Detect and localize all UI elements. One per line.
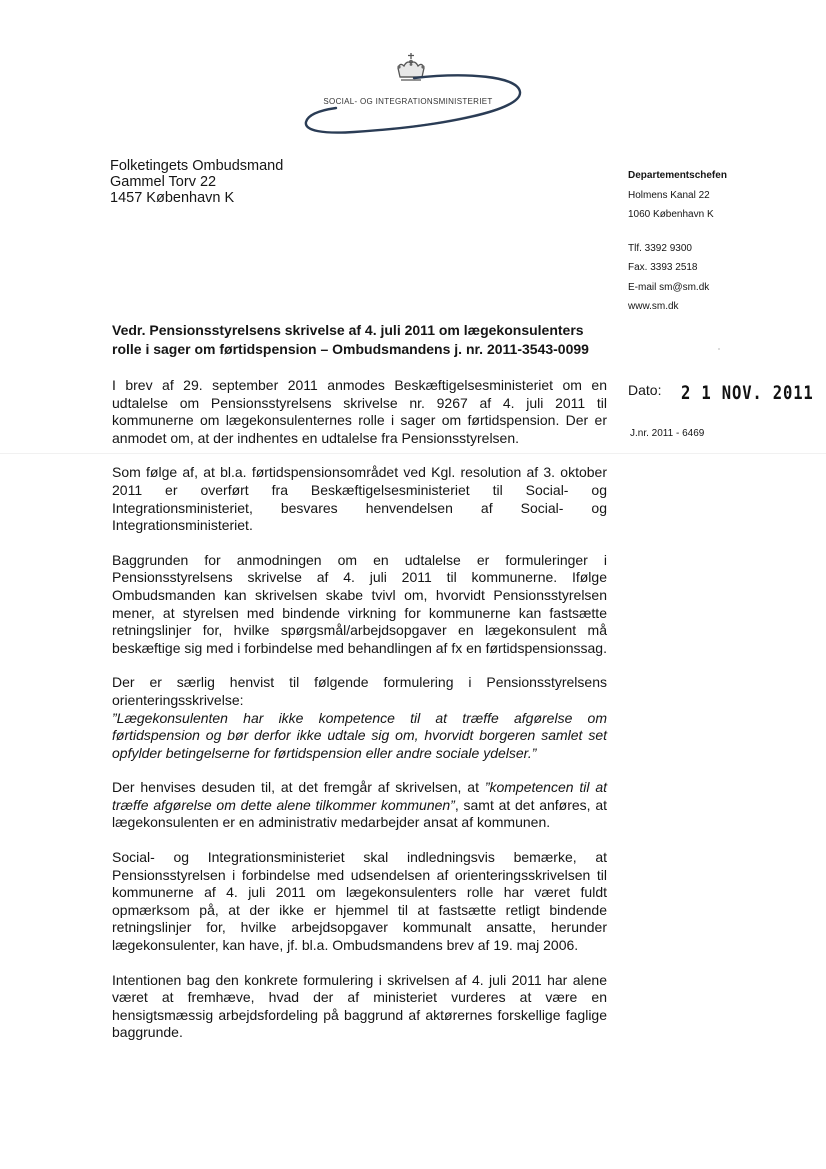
letter-body <box>112 377 607 1059</box>
recipient-city: 1457 København K <box>110 190 235 206</box>
logo-text: SOCIAL- OG INTEGRATIONSMINISTERIET <box>323 97 493 106</box>
ministry-logo <box>296 48 526 144</box>
subject-line-2: rolle i sager om førtidspension – Ombudsmandens j. nr. 2011-3543-0099 <box>112 341 589 357</box>
recipient-address <box>110 158 283 206</box>
sender-street: Holmens Kanal 22 <box>628 189 710 201</box>
sender-city: 1060 København K <box>628 209 714 220</box>
paragraph-5 <box>112 779 607 832</box>
paragraph-4 <box>112 674 607 762</box>
sender-fax: Fax. 3393 2518 <box>628 262 698 273</box>
date-label: Dato: <box>628 382 662 398</box>
subject-line-1: Vedr. Pensionsstyrelsens skrivelse af 4. juli 2011 om lægekonsulenters <box>112 322 584 338</box>
date-stamp: 2 1 NOV. 2011 <box>681 382 814 404</box>
paragraph-7: Intentionen bag den konkrete formulering i skrivelsen af 4. juli 2011 har alene været at fremhæve, hvad der af ministeriet vurderes at være en hensigtsmæssig arbejdsfordeling på baggrund af aktørernes forskellige faglige baggrunde. <box>112 971 607 1041</box>
paragraph-3: Baggrunden for anmodningen om en udtalelse er formuleringer i Pensionsstyrelsens skrivelse af 4. juli 2011 til kommunerne. Ifølge Ombudsmanden kan skrivelsen skabe tvivl om, hvorvidt Pensionsstyrelsen mener, at styrelsen med bindende virkning for kommunerne kan fastsætte retningslinjer for, hvilke spørgsmål/arbejdsopgaver en lægekonsulent må beskæftige sig med i forbindelse med behandlingen af fx en førtidspensionssag. <box>112 551 607 656</box>
sender-department: Departementschefen <box>628 170 727 181</box>
paragraph-5-a: Der henvises desuden til, at det fremgår af skrivelsen, at <box>112 779 485 796</box>
paragraph-6: Social- og Integrationsministeriet skal indledningsvis bemærke, at Pensionsstyrelsen i forbindelse med udsendelsen af orienteringsskrivelsen til kommunerne af 4. juli 2011 om lægekonsulenters rolle har været fuldt opmærksom på, at der ikke er hjemmel til at fastsætte retligt bindende retningslinjer for, hvilke arbejdsopgaver kommunalt ansatte, herunder lægekonsulenter, kan have, jf. bl.a. Ombudsmandens brev af 19. maj 2006. <box>112 849 607 954</box>
logo-graphic <box>296 48 526 144</box>
sender-info <box>628 166 727 317</box>
sender-web: www.sm.dk <box>628 301 679 312</box>
sender-phone: Tlf. 3392 9300 <box>628 242 692 254</box>
paragraph-5-b: , samt at det anføres, at lægekonsulenten er en administrativ medarbejder ansat af kommunen. <box>112 796 607 831</box>
scan-speck <box>718 348 720 350</box>
recipient-name: Folketingets Ombudsmand <box>110 158 284 174</box>
recipient-street: Gammel Torv 22 <box>110 174 217 190</box>
paragraph-4-quote: ”Lægekonsulenten har ikke kompetence til at træffe afgørelse om førtidspension og bør derfor ikke udtale sig om, hvorvidt borgeren samlet set opfylder betingelserne for førtidspension eller andre sociale ydelser.” <box>112 709 607 761</box>
paragraph-2: Som følge af, at bl.a. førtidspensionsområdet ved Kgl. resolution af 3. oktober 2011 er overført fra Beskæftigelsesministeriet til Social- og Integrationsministeriet, besvares henvendelsen af Social- og Integrationsministeriet. <box>112 464 607 534</box>
paragraph-4-lead: Der er særlig henvist til følgende formulering i Pensionsstyrelsens orienteringsskrivelse: <box>112 674 607 708</box>
paragraph-5-quote: ”kompetencen til at træffe afgørelse om dette alene tilkommer kommunen” <box>112 779 607 813</box>
sender-email: E-mail sm@sm.dk <box>628 281 710 293</box>
letter-subject <box>112 321 612 359</box>
journal-number: J.nr. 2011 - 6469 <box>630 428 705 439</box>
paragraph-1: I brev af 29. september 2011 anmodes Beskæftigelsesministeriet om en udtalelse om Pensionsstyrelsens skrivelse nr. 9267 af 4. juli 2011 til kommunerne om lægekonsulenternes rolle i sager om førtidspension. Der er anmodet om, at der indhentes en udtalelse fra Pensionsstyrelsen. <box>112 377 607 446</box>
crown-icon <box>397 53 424 80</box>
